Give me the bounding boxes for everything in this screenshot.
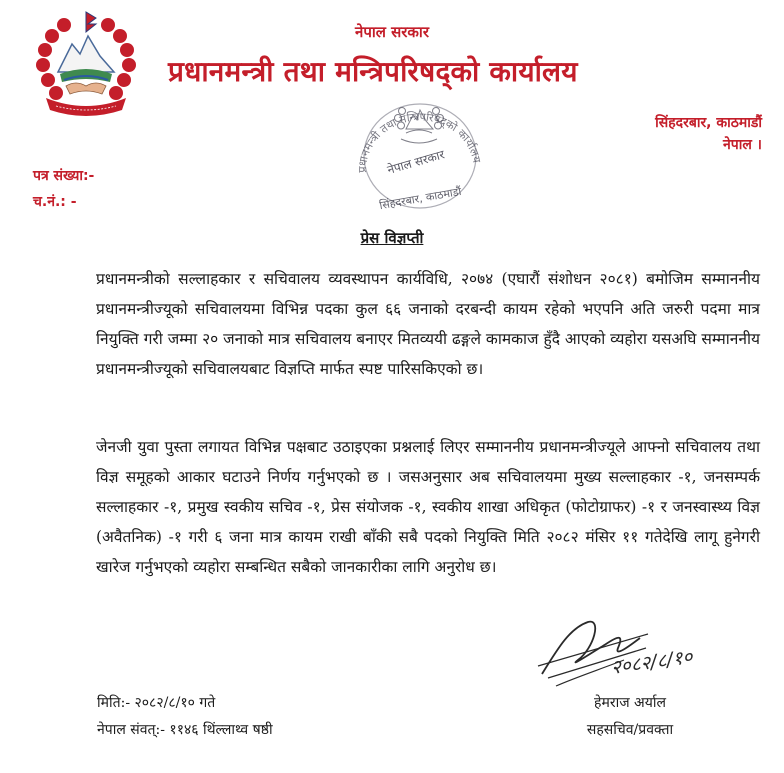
nepal-samvat-date: नेपाल संवत्:- ११४६ थिंल्लाथ्व षष्ठी [97, 722, 273, 738]
reference-numbers [33, 163, 94, 215]
signature-handwritten-date: २०८२/८/१० [609, 645, 694, 679]
government-name: नेपाल सरकार [355, 23, 429, 41]
letter-number-label: पत्र संख्या:- [33, 168, 95, 184]
seal-text-bottom: सिंहदरबार, काठमाडौं [378, 184, 463, 213]
date-block [97, 690, 273, 744]
handwritten-signature [528, 608, 718, 692]
seal-text-ring: प्रधानमन्त्री तथा मन्त्रिपरिषद्‌को कार्यालय [355, 110, 484, 173]
issue-date: मिति:- २०८२/८/१० गते [97, 695, 216, 711]
office-seal-stamp [345, 92, 495, 214]
signer-title: सहसचिव/प्रवक्ता [586, 722, 674, 738]
signer-block [560, 690, 700, 744]
dispatch-number-label: च.नं.: - [33, 194, 77, 210]
notice-paragraph-2: जेनजी युवा पुस्ता लगायत विभिन्न पक्षबाट उठाइएका प्रश्नलाई लिएर सम्माननीय प्रधानमन्त्रीज्यूले आफ्नो सचिवालय तथा विज्ञ समूहको आकार घटाउने निर्णय गर्नुभएको छ । जसअनुसार अब सचिवालयमा मुख्य सल्लाहकार -१, जनसम्पर्क सल्लाहकार -१, प्रमुख स्वकीय सचिव -१, प्रेस संयोजक -१, स्वकीय शाखा अधिकृत (फोटोग्राफर) -१ र जनस्वास्थ्य विज्ञ (अवैतनिक) -१ गरी ६ जना मात्र कायम राखी बाँकी सबै पदको नियुक्ति मिति २०८२ मंसिर ११ गतेदेखि लागू हुनेगरी खारेज गर्नुभएको व्यहोरा सम्बन्धित सबैको जानकारीका लागि अनुरोध छ। [96, 438, 760, 576]
notice-paragraph-1: प्रधानमन्त्रीको सल्लाहकार र सचिवालय व्यवस्थापन कार्यविधि, २०७४ (एघारौं संशोधन २०८१) बमोजिम सम्माननीय प्रधानमन्त्रीज्यूको सचिवालयमा विभिन्न पदका कुल ६६ जनाको दरबन्दी कायम रहेको भएपनि अति जरुरी पदमा मात्र नियुक्ति गरी जम्मा २० जनाको मात्र सचिवालय बनाएर मितव्ययी ढङ्गले कामकाज हुँदै आएको व्यहोरा यसअघि सम्माननीय प्रधानमन्त्रीज्यूको सचिवालयबाट विज्ञप्ति मार्फत स्पष्ट पारिसकिएको छ। [96, 270, 760, 378]
office-address [655, 112, 762, 156]
office-title: प्रधानमन्त्री तथा मन्त्रिपरिषद्‌को कार्यालय [168, 55, 578, 88]
seal-text-center: नेपाल सरकार [385, 147, 447, 177]
signer-name: हेमराज अर्याल [594, 695, 666, 711]
press-release-heading: प्रेस विज्ञप्ती [360, 229, 424, 247]
address-line-1: सिंहदरबार, काठमाडौं [655, 115, 762, 131]
address-line-2: नेपाल । [722, 137, 762, 153]
